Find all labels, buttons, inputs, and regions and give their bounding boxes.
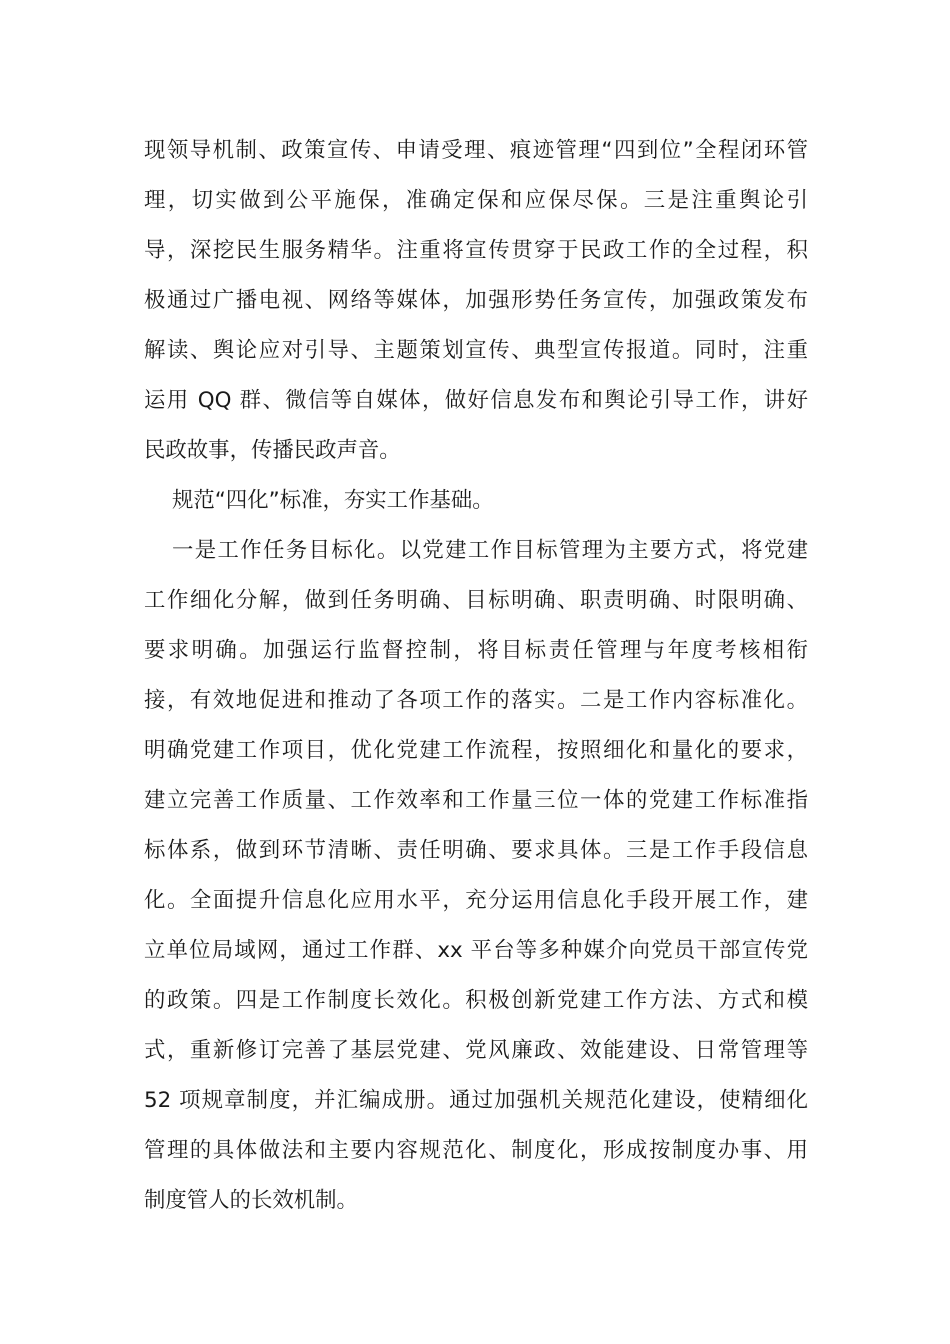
paragraph-line: 一是工作任务目标化。以党建工作目标管理为主要方式，将党建 xyxy=(172,538,808,563)
paragraph-line: 解读、舆论应对引导、主题策划宣传、典型宣传报道。同时，注重 xyxy=(144,338,808,363)
paragraph-line: 导，深挖民生服务精华。注重将宣传贯穿于民政工作的全过程，积 xyxy=(144,238,808,263)
paragraph-line: 民政故事，传播民政声音。 xyxy=(144,438,401,463)
paragraph-line: 建立完善工作质量、工作效率和工作量三位一体的党建工作标准指 xyxy=(144,788,808,813)
paragraph-line: 式，重新修订完善了基层党建、党风廉政、效能建设、日常管理等 xyxy=(144,1038,808,1063)
paragraph-line: 接，有效地促进和推动了各项工作的落实。二是工作内容标准化。 xyxy=(144,688,808,713)
paragraph-line: 立单位局域网，通过工作群、xx 平台等多种媒介向党员干部宣传党 xyxy=(144,938,808,963)
paragraph-line: 运用 QQ 群、微信等自媒体，做好信息发布和舆论引导工作，讲好 xyxy=(144,388,808,413)
paragraph-line: 现领导机制、政策宣传、申请受理、痕迹管理“四到位”全程闭环管 xyxy=(144,138,808,163)
section-heading: 规范“四化”标准，夯实工作基础。 xyxy=(172,488,494,513)
paragraph-line: 明确党建工作项目，优化党建工作流程，按照细化和量化的要求， xyxy=(144,738,808,763)
paragraph-line: 化。全面提升信息化应用水平，充分运用信息化手段开展工作，建 xyxy=(144,888,808,913)
paragraph-line: 工作细化分解，做到任务明确、目标明确、职责明确、时限明确、 xyxy=(144,588,808,613)
paragraph-line: 52 项规章制度，并汇编成册。通过加强机关规范化建设，使精细化 xyxy=(144,1088,808,1113)
paragraph-line: 管理的具体做法和主要内容规范化、制度化，形成按制度办事、用 xyxy=(144,1138,808,1163)
paragraph-line: 极通过广播电视、网络等媒体，加强形势任务宣传，加强政策发布 xyxy=(144,288,808,313)
document-body xyxy=(144,126,808,1226)
paragraph-line: 的政策。四是工作制度长效化。积极创新党建工作方法、方式和模 xyxy=(144,988,808,1013)
paragraph-line: 标体系，做到环节清晰、责任明确、要求具体。三是工作手段信息 xyxy=(144,838,808,863)
paragraph-line: 理，切实做到公平施保，准确定保和应保尽保。三是注重舆论引 xyxy=(144,188,808,213)
paragraph-line: 制度管人的长效机制。 xyxy=(144,1188,358,1213)
paragraph-line: 要求明确。加强运行监督控制，将目标责任管理与年度考核相衔 xyxy=(144,638,808,663)
